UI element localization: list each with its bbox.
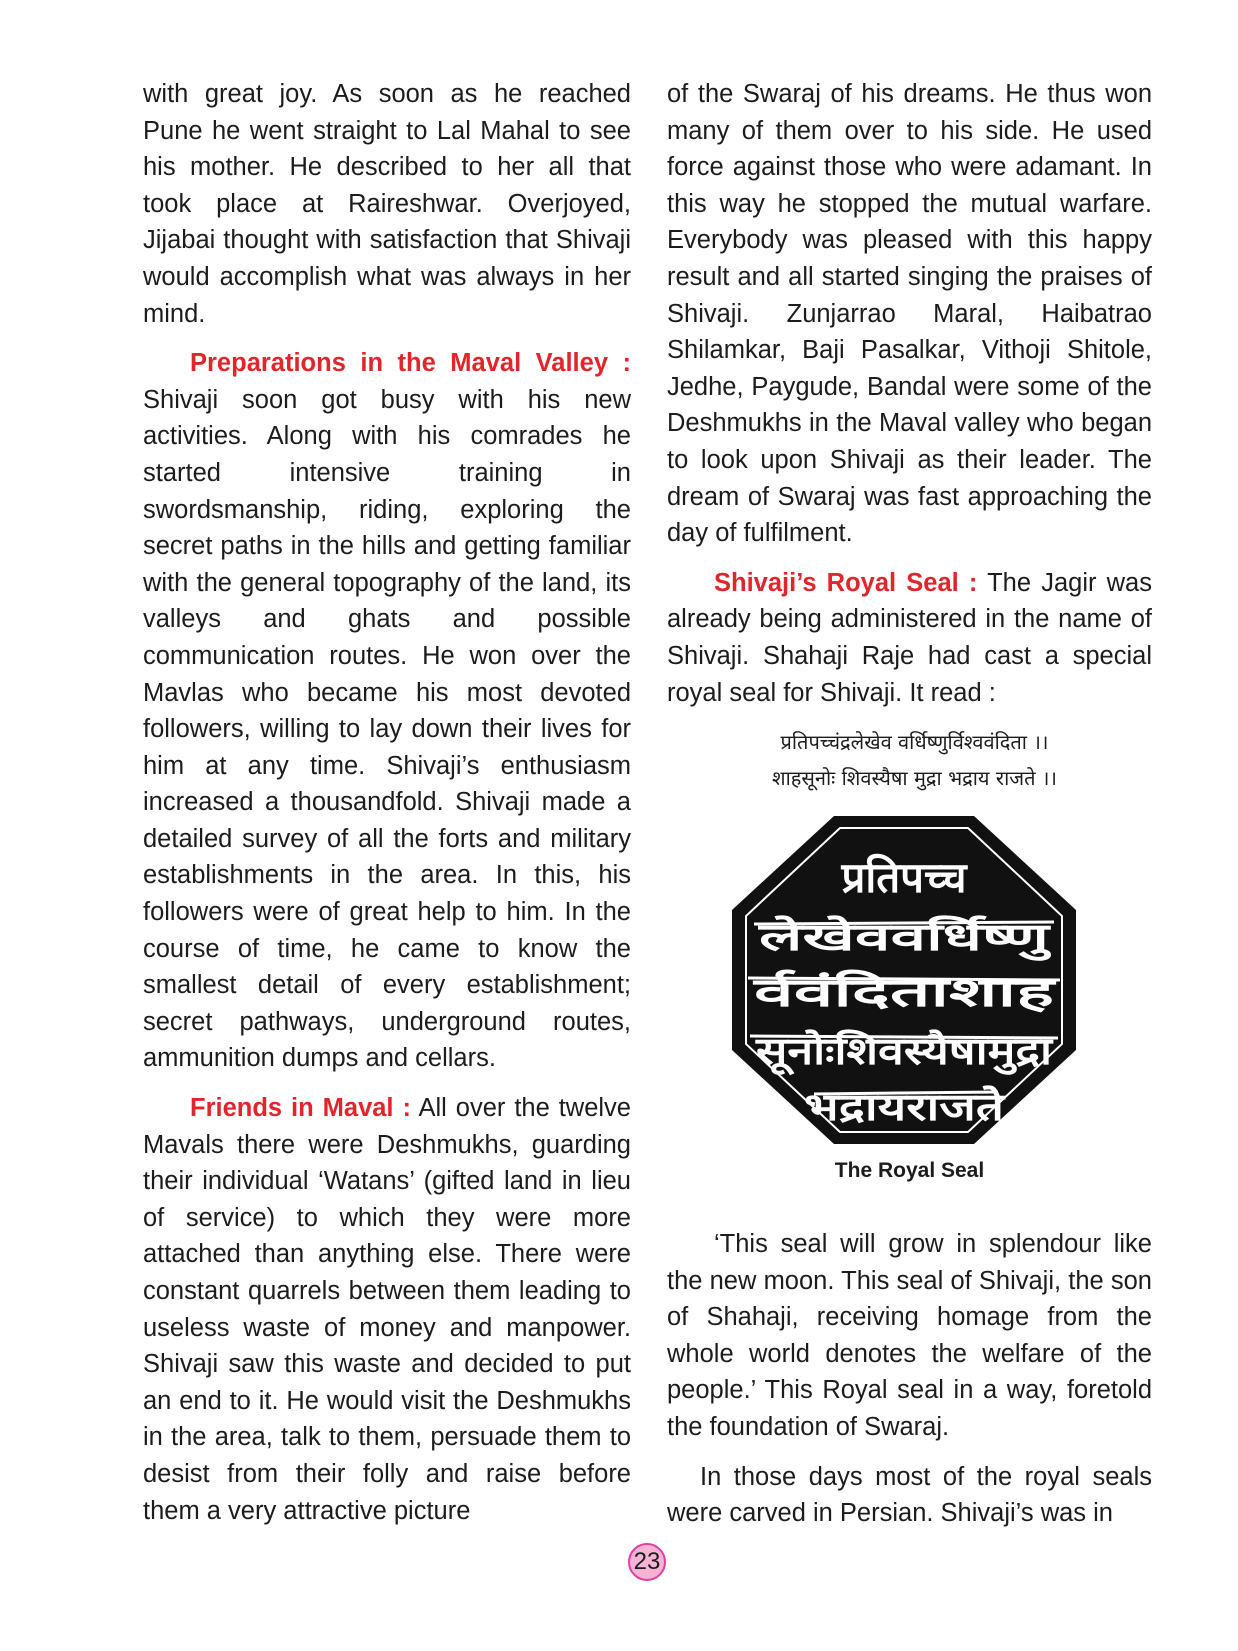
paragraph-persian-seals: In those days most of the royal seals were carved in Persian. Shivaji’s was in [667, 1462, 1152, 1528]
royal-seal-image [724, 810, 1084, 1150]
left-column [143, 76, 631, 1542]
section-heading-friends: Friends in Maval : [190, 1094, 411, 1123]
royal-seal-octagon [724, 810, 1084, 1150]
seal-text-line-1: प्रतिपच्च [841, 853, 967, 903]
page-number-badge: 23 [628, 1543, 666, 1581]
seal-text-line-5: भद्रायराजते [804, 1085, 1006, 1130]
paragraph-seal-meaning: ‘This seal will grow in splendour like the new moon. This seal of Shivaji, the son of Shahaji, receiving homage from the whole world denotes the welfare of the people.’ This Royal seal in a way, foretold the foundation of Swaraj. [667, 1230, 1152, 1442]
sanskrit-verse-line-2: शाहसूनोः शिवस्यैषा मुद्रा भद्राय राजते ।। [771, 766, 1058, 791]
seal-caption: The Royal Seal [834, 1159, 985, 1183]
sanskrit-verse-line-1: प्रतिपच्चंद्रलेखेव वर्धिष्णुर्विश्ववंदिता ।। [780, 730, 1049, 755]
section-heading-royal-seal: Shivaji’s Royal Seal : [714, 568, 978, 597]
paragraph-friends-in-maval: Friends in Maval : All over the twelve Mavals there were Deshmukhs, guarding their individual ‘Watans’ (gifted land in lieu of service) to which they were more attached than anything else. There were constant quarrels between them leading to useless waste of money and manpower. Shivaji saw this waste and decided to put an end to it. He would visit the Deshmukhs in the area, talk to them, persuade them to desist from their folly and raise before them a very attractive picture [143, 1094, 631, 1525]
section-heading-preparations: Preparations in the Maval Valley : [190, 349, 631, 378]
paragraph-return-to-pune: with great joy. As soon as he reached Pune he went straight to Lal Mahal to see his mother. He described to her all that took place at Raireshwar. Overjoyed, Jijabai thought with satisfaction that Shivaji would accomplish what was always in her mind. [143, 80, 631, 328]
seal-text-line-4: सूनोःशिवस्यैषामुद्रा [756, 1029, 999, 1074]
paragraph-swaraj-dream: of the Swaraj of his dreams. He thus won many of them over to his side. He used force against those who were adamant. In this way he stopped the mutual warfare. Everybody was pleased with this happy result and all started singing the praises of Shivaji. Zunjarrao Maral, Haibatrao Shilamkar, Baji Pasalkar, Vithoji Shitole, Jedhe, Paygude, Bandal were some of the Deshmukhs in the Maval valley who began to look upon Shivaji as their leader. The dream of Swaraj was fast approaching the day of fulfilment. [667, 80, 1152, 548]
seal-text-line-2: लेखेववर्धिष्णु [759, 915, 932, 960]
paragraph-royal-seal: Shivaji’s Royal Seal : The Jagir was already being administered in the name of Shivaji. Shahaji Raje had cast a special royal seal for Shivaji. It read : [667, 568, 1152, 707]
right-column [667, 76, 1152, 1545]
paragraph-maval-preparations: Preparations in the Maval Valley : Shivaji soon got busy with his new activities. Along with his comrades he started intensive training in swordsmanship, riding, exploring the secret paths in the hills and getting familiar with the general topography of the land, its valleys and ghats and possible communication routes. He won over the Mavlas who became his most devoted followers, willing to lay down their lives for him at any time. Shivaji’s enthusiasm increased a thousandfold. Shivaji made a detailed survey of all the forts and military establishments in the area. In this, his followers were of great help to him. In the course of time, he came to know the smallest detail of every establishment; secret pathways, underground routes, ammunition dumps and cellars. [143, 349, 631, 1073]
seal-text-line-3: र्ववंदिताशाह [754, 970, 923, 1017]
